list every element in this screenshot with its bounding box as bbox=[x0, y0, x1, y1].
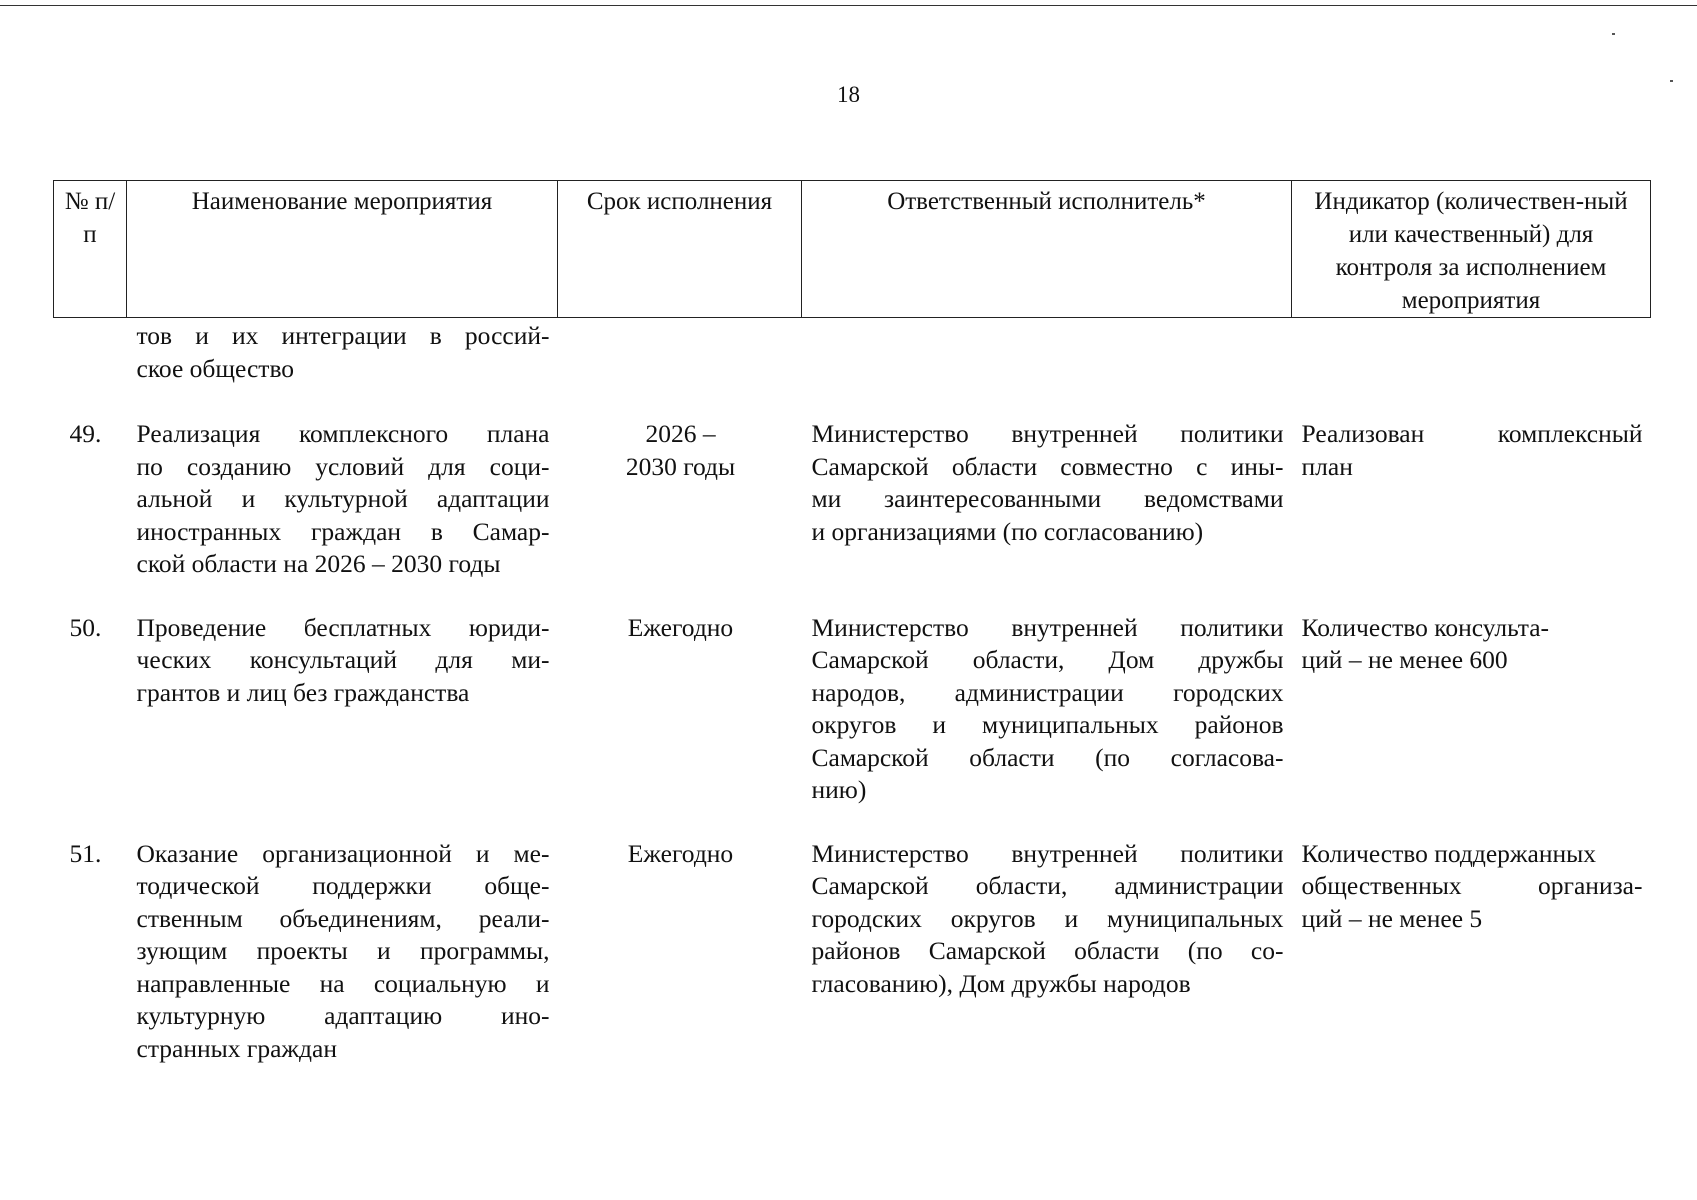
text-line: ций – не менее 600 bbox=[1301, 645, 1508, 674]
header-event-name-label: Наименование мероприятия bbox=[191, 188, 493, 215]
text-line: план bbox=[1301, 451, 1353, 481]
events-table bbox=[53, 180, 1651, 1096]
text-line: тов и их интеграции в россий- bbox=[136, 321, 550, 350]
text-line: районов Самарской области (по со- bbox=[811, 936, 1284, 965]
text-line: ми заинтересованными ведомствами bbox=[811, 484, 1284, 513]
text-line: Самарской области совместно с ины- bbox=[811, 451, 1284, 481]
cell-event-name bbox=[127, 418, 558, 612]
document-page bbox=[53, 180, 1650, 1096]
cell-indicator bbox=[1292, 418, 1651, 612]
header-executor-label: Ответственный исполнитель* bbox=[887, 188, 1206, 215]
text-line: странных граждан bbox=[136, 1033, 337, 1063]
table-header bbox=[54, 181, 1651, 318]
text-line: Проведение бесплатных юриди- bbox=[136, 612, 550, 642]
text-line: общественных организа- bbox=[1301, 871, 1643, 900]
text-line: Министерство внутренней политики bbox=[811, 419, 1284, 448]
text-line: округов и муниципальных районов bbox=[811, 710, 1284, 739]
header-indicator bbox=[1292, 181, 1651, 318]
text-line: Ежегодно bbox=[627, 612, 734, 642]
text-line: Количество консульта- bbox=[1301, 612, 1550, 642]
text-line: грантов и лиц без гражданства bbox=[136, 677, 470, 707]
text-line: Оказание организационной и ме- bbox=[136, 838, 550, 868]
text-line: ственным объединениям, реали- bbox=[136, 903, 550, 933]
text-line: гласованию), Дом дружбы народов bbox=[811, 968, 1191, 998]
scan-speck bbox=[1612, 33, 1615, 35]
text-line: тодической поддержки обще- bbox=[136, 871, 550, 900]
cell-event-name bbox=[127, 612, 558, 838]
header-deadline-label: Срок исполнения bbox=[586, 188, 773, 215]
cell-number: 50. bbox=[69, 612, 102, 642]
text-line: Количество поддержанных bbox=[1301, 838, 1597, 868]
text-line: Реализован комплексный bbox=[1301, 419, 1643, 448]
table-row-50 bbox=[54, 612, 1651, 838]
cell-number bbox=[54, 318, 127, 419]
cell-indicator bbox=[1292, 838, 1651, 1097]
text-line: 2030 годы bbox=[625, 451, 736, 481]
text-line: ской области на 2026 – 2030 годы bbox=[136, 549, 501, 578]
cell-deadline bbox=[558, 418, 802, 612]
cell-indicator bbox=[1292, 318, 1651, 419]
text-line: нию) bbox=[811, 775, 867, 804]
text-line: направленные на социальную и bbox=[136, 968, 550, 998]
text-line: зующим проекты и программы, bbox=[136, 936, 550, 965]
header-number bbox=[54, 181, 127, 318]
header-event-name bbox=[127, 181, 558, 318]
header-deadline bbox=[558, 181, 802, 318]
header-indicator-label: Индикатор (количествен-ный или качественный) для контроля за исполнением мероприятия bbox=[1314, 188, 1628, 314]
text-line: по созданию условий для соци- bbox=[136, 451, 550, 481]
cell-number: 49. bbox=[69, 419, 102, 448]
text-line: Самарской области, администрации bbox=[811, 871, 1284, 900]
cell-executor bbox=[802, 318, 1292, 419]
text-line: 2026 – bbox=[645, 419, 716, 448]
cell-event-name bbox=[127, 838, 558, 1097]
page-number: 18 bbox=[837, 82, 860, 107]
text-line: Министерство внутренней политики bbox=[811, 838, 1284, 868]
text-line: альной и культурной адаптации bbox=[136, 484, 550, 513]
cell-deadline bbox=[558, 612, 802, 838]
text-line: народов, администрации городских bbox=[811, 677, 1284, 707]
cell-number: 51. bbox=[69, 838, 102, 868]
text-line: ческих консультаций для ми- bbox=[136, 645, 550, 674]
text-line: городских округов и муниципальных bbox=[811, 903, 1284, 933]
cell-deadline bbox=[558, 318, 802, 419]
text-line: Самарской области (по согласова- bbox=[811, 742, 1284, 772]
header-executor bbox=[802, 181, 1292, 318]
table-row-49 bbox=[54, 418, 1651, 612]
cell-executor bbox=[802, 418, 1292, 612]
cell-deadline bbox=[558, 838, 802, 1097]
table-row-51 bbox=[54, 838, 1651, 1097]
cell-executor bbox=[802, 838, 1292, 1097]
text-line: Самарской области, Дом дружбы bbox=[811, 645, 1284, 674]
top-border-line bbox=[0, 5, 1697, 6]
table-body bbox=[54, 318, 1651, 1097]
text-line: Реализация комплексного плана bbox=[136, 419, 550, 448]
text-line: Министерство внутренней политики bbox=[811, 612, 1284, 642]
text-line: ское общество bbox=[136, 353, 295, 383]
cell-executor bbox=[802, 612, 1292, 838]
header-number-label: № п/п bbox=[64, 188, 116, 248]
text-line: культурную адаптацию ино- bbox=[136, 1001, 550, 1030]
table-header-row bbox=[54, 181, 1651, 318]
text-line: и организациями (по согласованию) bbox=[811, 516, 1204, 546]
cell-indicator bbox=[1292, 612, 1651, 838]
text-line: Ежегодно bbox=[627, 838, 734, 868]
table-row-continuation bbox=[54, 318, 1651, 419]
cell-event-name bbox=[127, 318, 558, 419]
text-line: иностранных граждан в Самар- bbox=[136, 516, 550, 546]
text-line: ций – не менее 5 bbox=[1301, 903, 1483, 933]
